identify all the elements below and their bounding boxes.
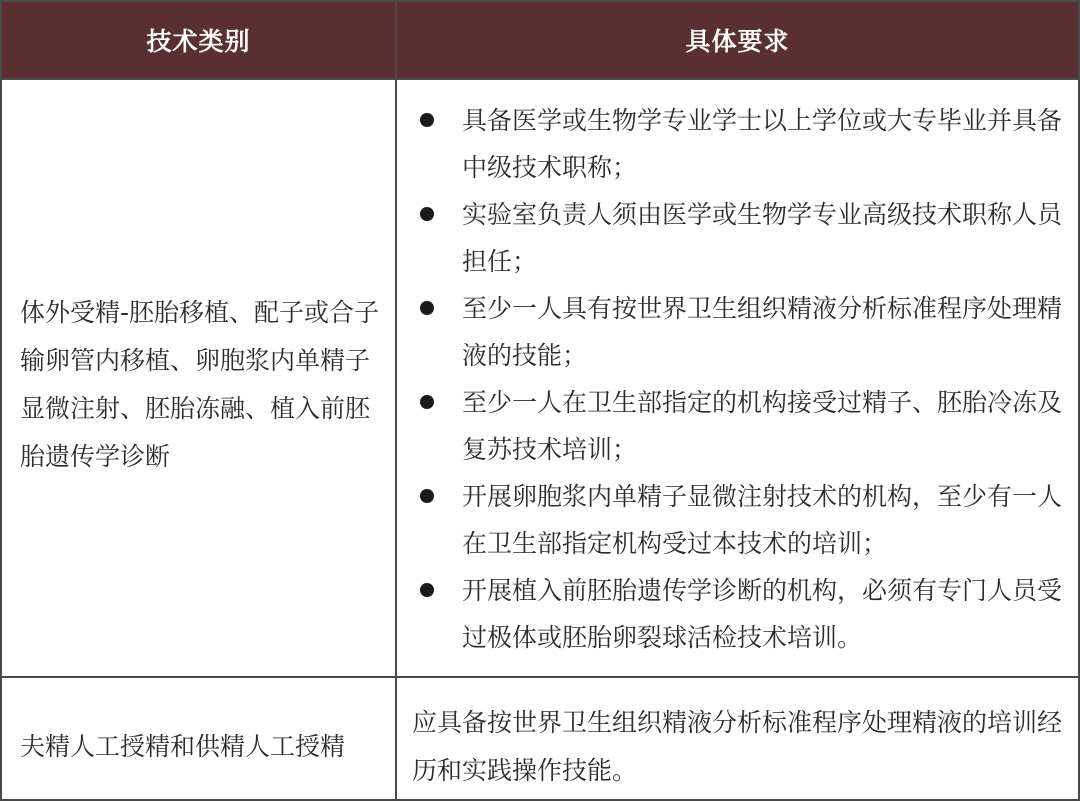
bullet-icon bbox=[420, 489, 434, 503]
row1-requirements-list bbox=[412, 97, 1062, 661]
list-item bbox=[412, 97, 1062, 191]
list-item bbox=[412, 567, 1062, 661]
list-item bbox=[412, 285, 1062, 379]
row2-category: 夫精人工授精和供精人工授精 bbox=[20, 732, 346, 761]
bullet-icon bbox=[420, 395, 434, 409]
requirement-text: 至少一人具有按世界卫生组织精液分析标准程序处理精液的技能； bbox=[462, 294, 1063, 370]
bullet-icon bbox=[420, 583, 434, 597]
header-bottom-border bbox=[2, 78, 1078, 80]
table-header bbox=[2, 2, 1078, 78]
requirement-text: 具备医学或生物学专业学士以上学位或大专毕业并具备中级技术职称； bbox=[462, 106, 1063, 182]
header-requirements: 具体要求 bbox=[685, 27, 790, 56]
row2-requirements: 应具备按世界卫生组织精液分析标准程序处理精液的培训经历和实践操作技能。 bbox=[412, 708, 1063, 785]
row-divider bbox=[2, 676, 1078, 678]
column-divider bbox=[395, 2, 397, 799]
requirement-text: 至少一人在卫生部指定的机构接受过精子、胚胎冷冻及复苏技术培训； bbox=[462, 388, 1063, 464]
list-item bbox=[412, 473, 1062, 567]
list-item bbox=[412, 379, 1062, 473]
row1-category: 体外受精-胚胎移植、配子或合子输卵管内移植、卵胞浆内单精子显微注射、胚胎冻融、植入前胚胎遗传学诊断 bbox=[20, 298, 380, 471]
bullet-icon bbox=[420, 113, 434, 127]
requirement-text: 开展植入前胚胎遗传学诊断的机构，必须有专门人员受过极体或胚胎卵裂球活检技术培训。 bbox=[462, 576, 1063, 652]
bullet-icon bbox=[420, 301, 434, 315]
requirement-text: 实验室负责人须由医学或生物学专业高级技术职称人员担任； bbox=[462, 200, 1063, 276]
requirement-text: 开展卵胞浆内单精子显微注射技术的机构，至少有一人在卫生部指定机构受过本技术的培训； bbox=[462, 482, 1063, 558]
list-item bbox=[412, 191, 1062, 285]
header-category: 技术类别 bbox=[146, 27, 251, 56]
bullet-icon bbox=[420, 207, 434, 221]
